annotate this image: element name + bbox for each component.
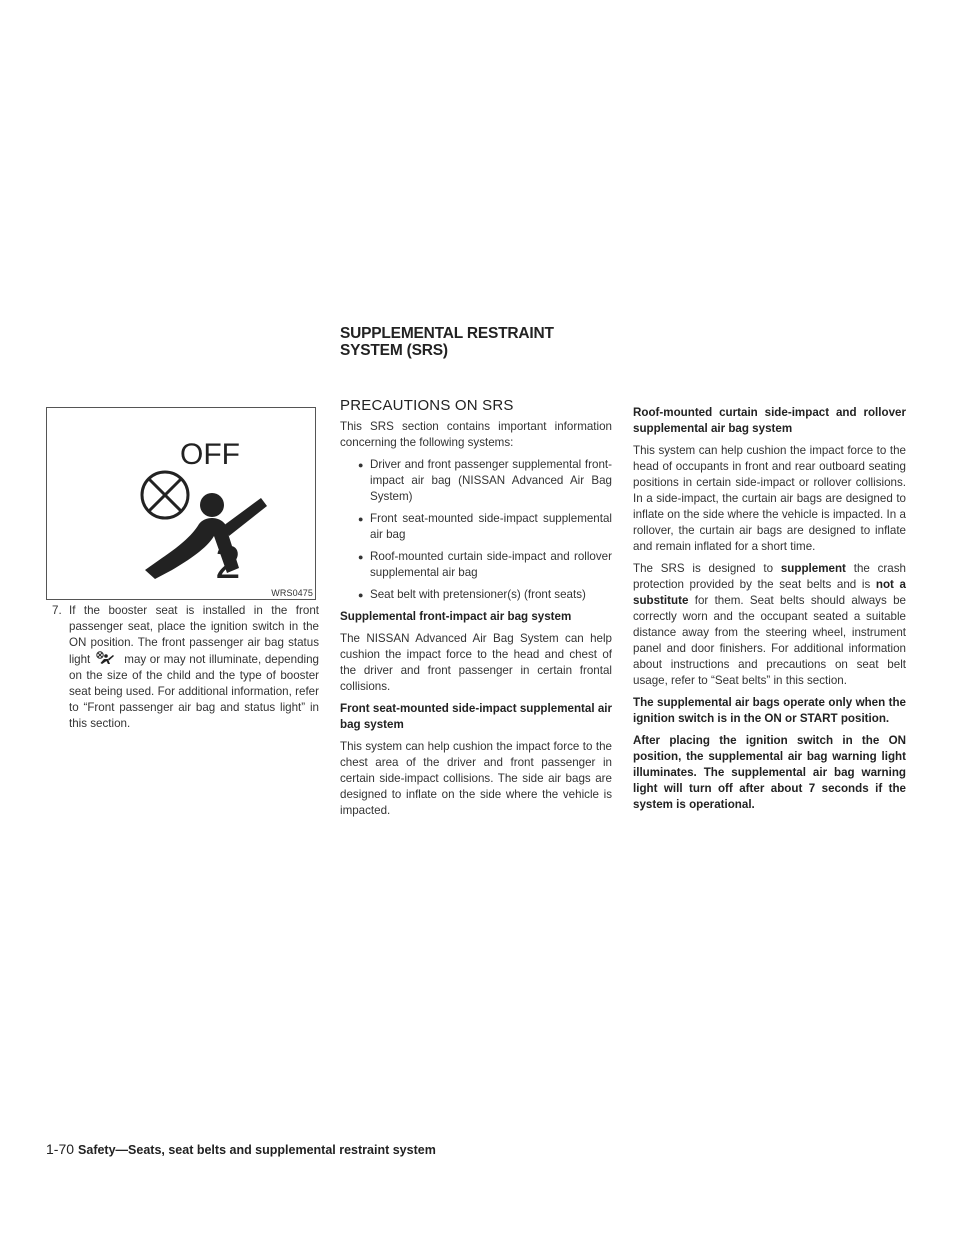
precautions-heading: PRECAUTIONS ON SRS [340,397,514,414]
front-impact-heading: Supplemental front-impact air bag system [340,610,572,623]
list-item: ● Roof-mounted curtain side-impact and rollover supplemental air bag [358,549,612,581]
systems-list [340,457,612,603]
passenger-airbag-status-icon [94,651,118,665]
column-3 [633,405,906,819]
item-7-text-before-icon: If the booster seat is installed in the front passenger seat, place the ignition switch in the ON position. The front passenger air bag status light [69,604,319,666]
list-item: ● Driver and front passenger supplemental front-impact air bag (NISSAN Advanced Air Bag System) [358,457,612,505]
figure-code: WRS0475 [271,588,313,598]
column-2 [340,397,612,825]
list-item-7 [46,603,319,732]
item-7-text-after-icon: may or may not illuminate, depending on the size of the child and the type of booster seat being used. For additional information, refer to “Front passenger air bag and status light” in this section. [69,653,319,730]
chapter-title: Safety—Seats, seat belts and supplemental restraint system [78,1143,436,1157]
srs-intro: The SRS is designed to [633,562,774,575]
warning-light-info: After placing the ignition switch in the ON position, the supplemental air bag warning light illuminates. The supplemental air bag warning light will turn off after about 7 seconds if the system is operational. [633,734,906,811]
section-title [340,325,740,359]
srs-supplement-paragraph [633,561,906,689]
warning-operate-only: The supplemental air bags operate only when the ignition switch is in the ON or START position. [633,696,906,725]
item-number: 7. [52,604,62,617]
list-item: ● Front seat-mounted side-impact supplemental air bag [358,511,612,543]
figure-off-label: OFF [180,438,240,471]
side-impact-heading: Front seat-mounted side-impact supplemental air bag system [340,702,612,731]
passenger-airbag-off-icon [47,408,315,599]
curtain-heading: Roof-mounted curtain side-impact and rollover supplemental air bag system [633,406,906,435]
srs-bold-supplement: supplement [780,562,846,575]
front-impact-text: The NISSAN Advanced Air Bag System can help cushion the impact force to the head and chest of the driver and front passenger in certain frontal collisions. [340,632,612,693]
figure-digit-label: 2 [215,536,241,588]
page-number: 1-70 [46,1141,75,1157]
srs-rest: for them. Seat belts should always be correctly worn and the occupant seated a suitable distance away from the steering wheel, instrument panel and door finishers. For additional information about instructions and precautions on seat belt usage, refer to “Seat belts” in this section. [633,594,906,687]
page-footer [46,1141,436,1157]
section-title-line-1: SUPPLEMENTAL RESTRAINT [340,325,554,342]
srs-mid: the crash protection provided by the seat belts and is [633,562,906,591]
airbag-status-figure [46,407,316,600]
curtain-text: This system can help cushion the impact force to the head of occupants in front and rear outboard seating positions in certain side-impact or rollover collisions. In a side-impact, the curtain air bags are designed to inflate on the side where the vehicle is impacted. In a rollover, the curtain air bags are designed to inflate and remain inflated for a short time. [633,444,906,553]
list-item: ● Seat belt with pretensioner(s) (front seats) [358,587,612,603]
column-1 [46,603,319,732]
side-impact-text: This system can help cushion the impact force to the chest area of the driver and front passenger in certain side-impact collisions. The side air bags are designed to inflate on the side where the vehicle is impacted. [340,740,612,817]
precautions-intro: This SRS section contains important information concerning the following systems: [340,420,612,449]
section-title-line-2: SYSTEM (SRS) [340,342,448,359]
srs-bold-not-substitute: not a substitute [633,578,906,607]
